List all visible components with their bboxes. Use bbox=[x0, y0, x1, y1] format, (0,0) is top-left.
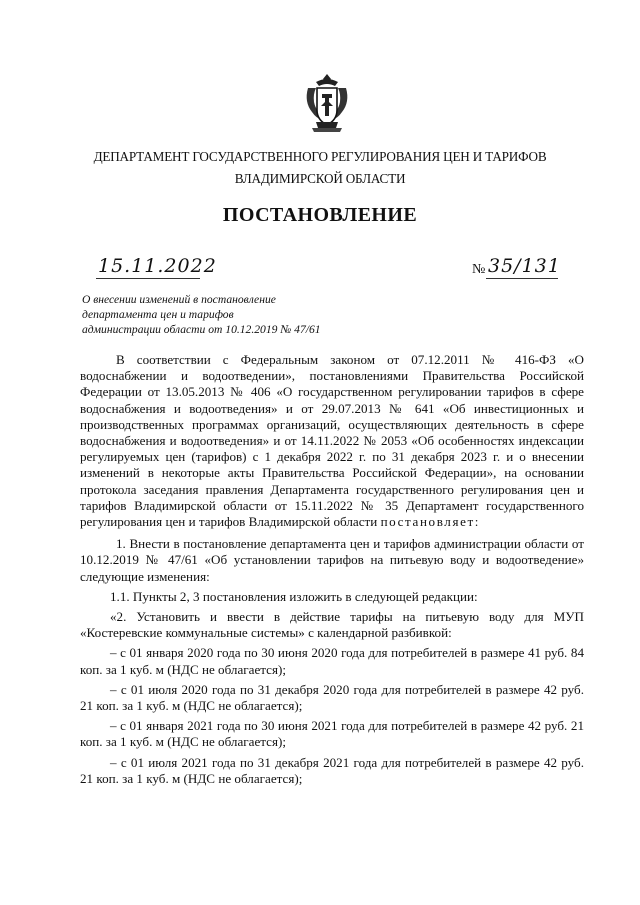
department-name-line1: ДЕПАРТАМЕНТ ГОСУДАРСТВЕННОГО РЕГУЛИРОВАНИЯ ЦЕН И ТАРИФОВ bbox=[93, 149, 547, 164]
item-1: 1. Внести в постановление департамента цен и тарифов администрации области от 10.12.2019 № 47/61 «Об установлении тарифов на питьевую воду и водоотведение» следующие изменения: bbox=[80, 536, 584, 584]
subject-line: администрации области от 10.12.2019 № 47/61 bbox=[82, 323, 321, 336]
tariff-entry: – с 01 июля 2020 года по 31 декабря 2020 года для потребителей в размере 42 руб. 21 коп. за 1 куб. м (НДС не облагается); bbox=[80, 681, 584, 714]
department-name-line2: ВЛАДИМИРСКОЙ ОБЛАСТИ bbox=[234, 171, 406, 186]
tariff-entry: – с 01 января 2020 года по 30 июня 2020 года для потребителей в размере 41 руб. 84 коп. за 1 куб. м (НДС не облагается); bbox=[80, 645, 584, 677]
document-body bbox=[80, 352, 584, 787]
subject-line: О внесении изменений в постановление bbox=[82, 293, 276, 306]
handwritten-number: 35/131 bbox=[488, 255, 561, 277]
item-1-1: 1.1. Пункты 2, 3 постановления изложить в следующей редакции: bbox=[110, 588, 478, 604]
preamble-paragraph bbox=[80, 352, 584, 530]
tariff-entry: – с 01 января 2021 года по 30 июня 2021 года для потребителей в размере 42 руб. 21 коп. за 1 куб. м (НДС не облагается); bbox=[80, 718, 584, 750]
quoted-item-2: «2. Установить и ввести в действие тарифы на питьевую воду для МУП «Костеревские коммунальные системы» с календарной разбивкой: bbox=[80, 609, 584, 641]
number-underline bbox=[486, 278, 558, 279]
document-subject bbox=[82, 292, 342, 337]
subject-line: департамента цен и тарифов bbox=[82, 308, 234, 321]
date-underline bbox=[96, 278, 200, 279]
handwritten-date: 15.11.2022 bbox=[98, 255, 217, 277]
preamble-text: В соответствии с Федеральным законом от 07.12.2011 № 416-ФЗ «О водоснабжении и водоотведении», постановлениями Правительства Российской Федерации от 13.05.2013 № 406 «О государственном регулировании тарифов в сфере водоснабжения и водоотведения» и от 29.07.2013 № 641 «Об инвестиционных и производственных программах организаций, осуществляющих деятельность в сфере водоснабжения и водоотведения» и от 14.11.2022 № 2053 «Об особенностях индексации регулируемых цен (тарифов) с 1 декабря 2022 г. по 31 декабря 2023 г. и о внесении изменений в некоторые акты Правительства Российской Федерации», на основании протокола заседания правления Департамента государственного регулирования цен и тарифов Владимирской области от 15.11.2022 № 35 Департамент государственного регулирования цен и тарифов Владимирской области bbox=[80, 352, 584, 530]
coat-of-arms-emblem bbox=[302, 72, 352, 134]
number-sign: № bbox=[472, 262, 486, 277]
document-title: ПОСТАНОВЛЕНИЕ bbox=[222, 204, 418, 226]
decree-word: постановляет: bbox=[380, 514, 481, 530]
tariff-entry: – с 01 июля 2021 года по 31 декабря 2021 года для потребителей в размере 42 руб. 21 коп. за 1 куб. м (НДС не облагается); bbox=[80, 754, 584, 786]
